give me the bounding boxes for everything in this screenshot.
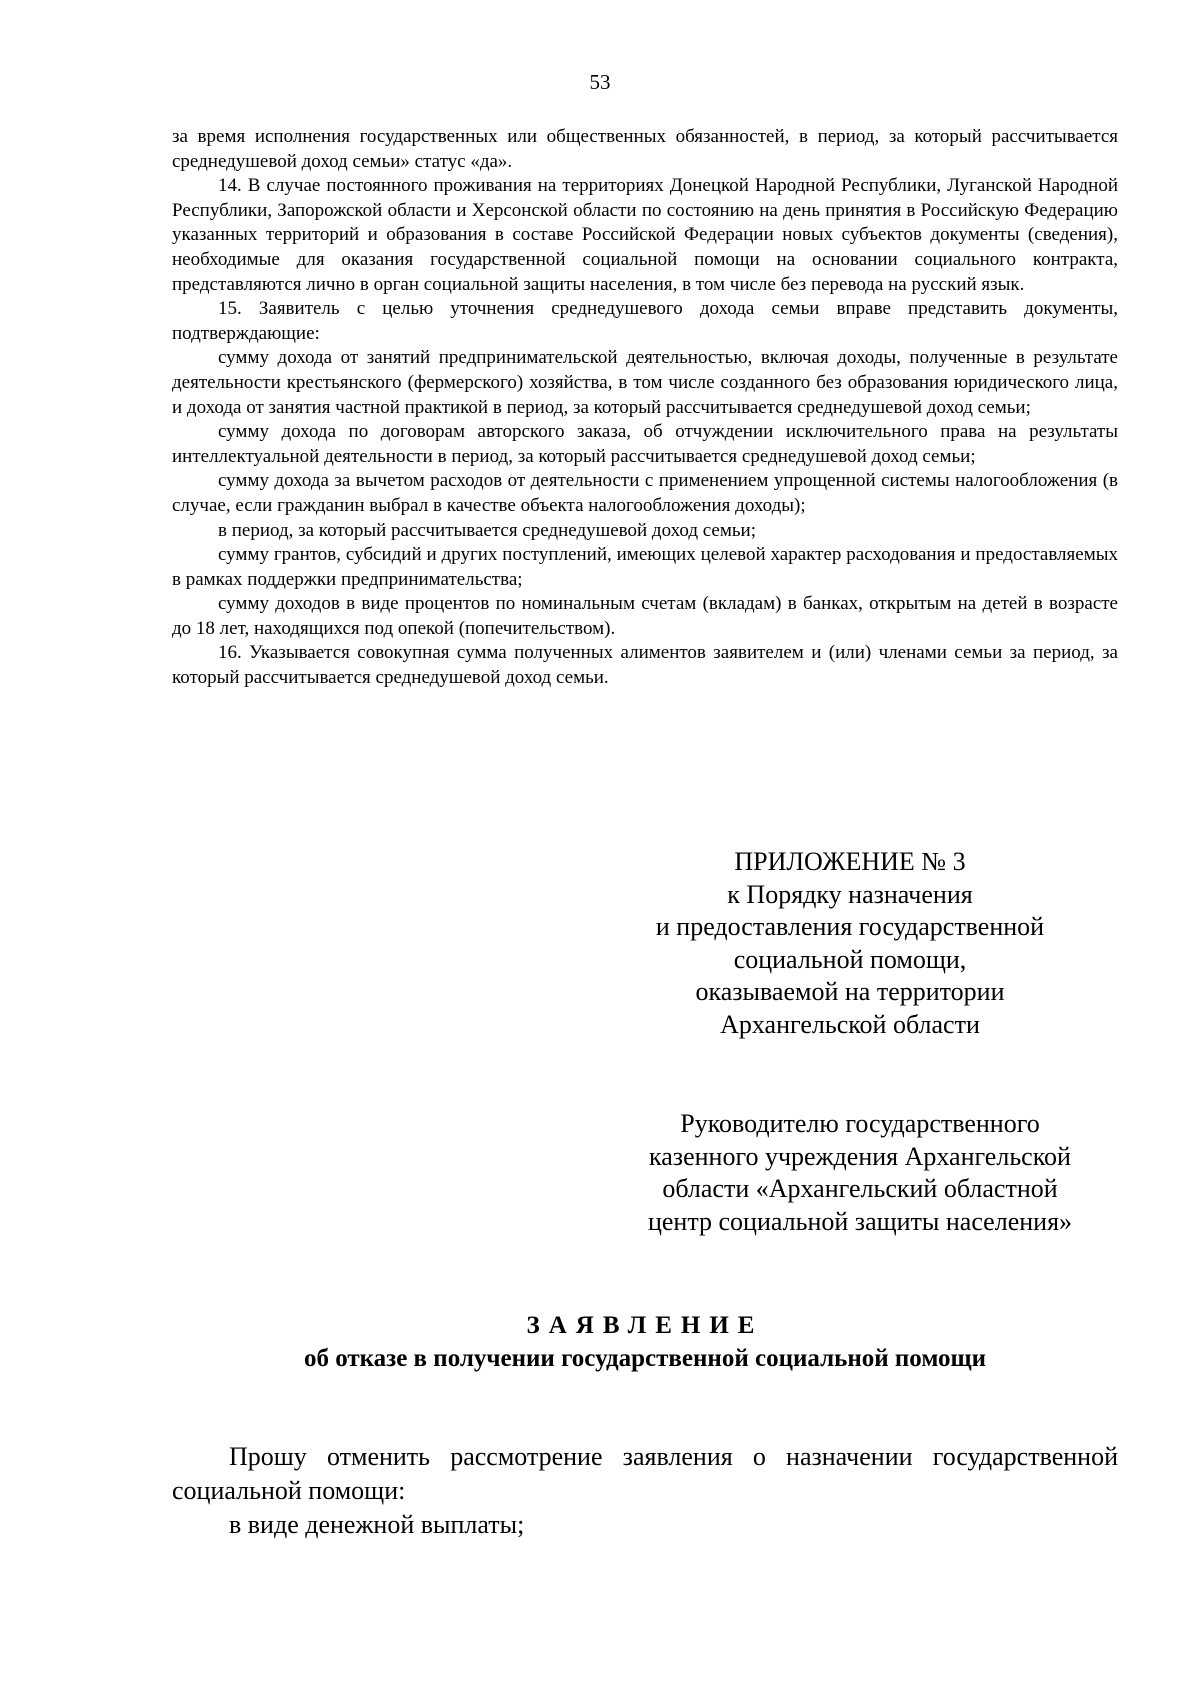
request-text: Прошу отменить рассмотрение заявления о назначении государственной социальной помощи: [172, 1442, 1118, 1505]
appendix-line: и предоставления государственной [655, 912, 1045, 941]
addressee-line: казенного учреждения Архангельской [649, 1141, 1071, 1171]
page-number: 53 [589, 70, 611, 94]
paragraph: сумму грантов, субсидий и других поступлений, имеющих целевой характер расходования и предоставляемых в рамках поддержки предпринимательства; [172, 544, 1118, 590]
addressee-line: области «Архангельский областной [662, 1174, 1058, 1203]
paragraph-item-15: 15. Заявитель с целью уточнения среднедушевого дохода семьи вправе представить документы, подтверждающие: [172, 298, 1118, 344]
appendix-header [640, 846, 1060, 1041]
statement-subtitle: об отказе в получении государственной социальной помощи [303, 1345, 987, 1372]
paragraph-item-14: 14. В случае постоянного проживания на территориях Донецкой Народной Республики, Луганской Народной Республики, Запорожской области и Херсонской области по состоянию на день принятия в Российскую Федерацию указанных территорий и образования в составе Российской Федерации новых субъектов документы (сведения), необходимые для оказания государственной социальной помощи на основании социального контракта, представляются лично в орган социальной защиты населения, в том числе без перевода на русский язык. [172, 175, 1118, 295]
paragraph-item-16: 16. Указывается совокупная сумма полученных алиментов заявителем и (или) членами семьи за период, за который рассчитывается среднедушевой доход семьи. [172, 642, 1118, 689]
paragraph: в период, за который рассчитывается среднедушевой доход семьи; [218, 519, 757, 541]
appendix-line: социальной помощи, [733, 944, 967, 974]
addressee-block [620, 1108, 1100, 1238]
paragraph: сумму доходов в виде процентов по номинальным счетам (вкладам) в банках, открытым на детей в возрасте до 18 лет, находящихся под опекой (попечительством). [172, 593, 1118, 639]
addressee-line: центр социальной защиты населения» [647, 1206, 1073, 1236]
statement-body [172, 1440, 1118, 1542]
paragraph: сумму дохода за вычетом расходов от деятельности с применением упрощенной системы налогообложения (в случае, если гражданин выбрал в качестве объекта налогообложения доходы); [172, 470, 1118, 516]
paragraph: за время исполнения государственных или общественных обязанностей, в период, за который рассчитывается среднедушевой доход семьи» статус «да». [172, 126, 1118, 172]
paragraph: сумму дохода по договорам авторского заказа, об отчуждении исключительного права на результаты интеллектуальной деятельности в период, за который рассчитывается среднедушевой доход семьи; [172, 421, 1118, 467]
paragraph: сумму дохода от занятий предпринимательской деятельностью, включая доходы, полученные в результате деятельности крестьянского (фермерского) хозяйства, в том числе созданного без образования юридического лица, и дохода от занятия частной практикой в период, за который рассчитывается среднедушевой доход семьи; [172, 347, 1118, 418]
appendix-line: оказываемой на территории [695, 977, 1005, 1006]
body-text [172, 125, 1118, 691]
statement-title: ЗАЯВЛЕНИЕ [526, 1312, 764, 1339]
appendix-title: ПРИЛОЖЕНИЕ № 3 [734, 847, 966, 876]
request-option: в виде денежной выплаты; [229, 1510, 525, 1539]
addressee-line: Руководителю государственного [680, 1109, 1040, 1138]
appendix-line: к Порядку назначения [727, 879, 973, 909]
appendix-line: Архангельской области [720, 1009, 980, 1039]
